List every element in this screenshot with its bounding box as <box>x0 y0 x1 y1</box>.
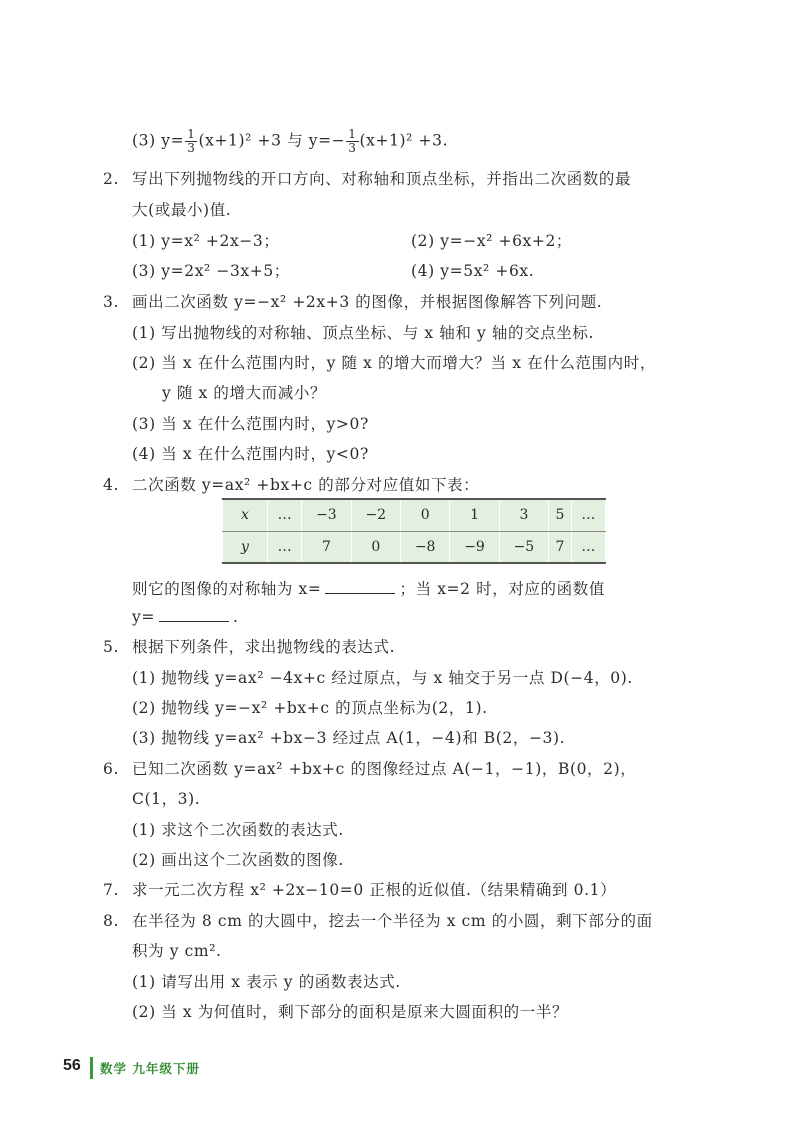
table-cell: 3 <box>499 499 548 531</box>
question-number: 4. <box>103 476 119 494</box>
table-cell: … <box>571 531 605 563</box>
q6-item-1: (1) 求这个二次函数的表达式. <box>132 821 344 839</box>
question-text: 写出下列抛物线的开口方向、对称轴和顶点坐标，并指出二次函数的最 <box>132 170 632 188</box>
q3-item-3: (3) 当 x 在什么范围内时，y>0? <box>132 415 369 433</box>
question-text: 二次函数 y=ax² +bx+c 的部分对应值如下表： <box>132 476 480 494</box>
fraction-denominator: 3 <box>348 141 357 155</box>
question-text: 根据下列条件，求出抛物线的表达式. <box>132 638 396 656</box>
q3-item-2: (2) 当 x 在什么范围内时，y 随 x 的增大而增大？当 x 在什么范围内时， <box>132 354 656 372</box>
question-text: 画出二次函数 y=−x² +2x+3 的图像，并根据图像解答下列问题. <box>132 293 603 311</box>
q4-fill-line-1 <box>132 578 605 600</box>
table-row-x <box>223 499 606 531</box>
table-cell: 0 <box>351 531 400 563</box>
table-cell: … <box>571 499 605 531</box>
table-cell: 7 <box>549 531 572 563</box>
question-number: 5. <box>103 638 119 656</box>
q8-item-2: (2) 当 x 为何值时，剩下部分的面积是原来大圆面积的一半？ <box>132 1003 569 1021</box>
q5-item-3: (3) 抛物线 y=ax² +bx−3 经过点 A(1，−4)和 B(2，−3). <box>132 729 566 747</box>
q2-item-2: (2) y=−x² +6x+2； <box>411 232 573 250</box>
fraction-one-third-2 <box>346 128 358 155</box>
question-text-cont: 大(或最小)值. <box>132 201 232 219</box>
table-cell: −9 <box>450 531 499 563</box>
q4-text: y= <box>132 608 155 626</box>
question-number: 8. <box>103 912 119 930</box>
table-cell: … <box>268 531 302 563</box>
fraction-one-third <box>185 128 197 155</box>
question-text-cont: 积为 y cm². <box>132 942 222 960</box>
q3-item-2-cont: y 随 x 的增大而减小？ <box>162 384 327 402</box>
table-cell: −5 <box>499 531 548 563</box>
q3-item-4: (4) 当 x 在什么范围内时，y<0? <box>132 445 369 463</box>
footer-divider <box>90 1057 93 1079</box>
q4-text: 则它的图像的对称轴为 x= <box>132 580 322 598</box>
question-text: 已知二次函数 y=ax² +bx+c 的图像经过点 A(−1，−1)，B(0，2)， <box>132 760 637 778</box>
q4-fill-line-2 <box>132 606 238 628</box>
table-cell: −3 <box>302 499 351 531</box>
book-title: 数学 九年级下册 <box>100 1061 200 1076</box>
q5-item-2: (2) 抛物线 y=−x² +bx+c 的顶点坐标为(2，1). <box>132 699 488 717</box>
q4-text: ；当 x=2 时，对应的函数值 <box>399 580 605 598</box>
table-cell: … <box>268 499 302 531</box>
q1-3-part-a: (3) y= <box>132 131 185 150</box>
table-cell: 0 <box>400 499 449 531</box>
q5-item-1: (1) 抛物线 y=ax² −4x+c 经过原点，与 x 轴交于另一点 D(−4，0). <box>132 669 633 687</box>
q8-item-1: (1) 请写出用 x 表示 y 的函数表达式. <box>132 973 401 991</box>
value-table <box>222 498 606 564</box>
page-number: 56 <box>63 1057 81 1074</box>
q2-item-3: (3) y=2x² −3x+5； <box>132 262 290 280</box>
table-cell: 1 <box>450 499 499 531</box>
question-text: 在半径为 8 cm 的大圆中，挖去一个半径为 x cm 的小圆，剩下部分的面 <box>132 912 653 930</box>
question-text-cont: C(1，3). <box>132 790 201 808</box>
q1-3-part-c: (x+1)² +3. <box>359 131 449 150</box>
q3-item-1: (1) 写出抛物线的对称轴、顶点坐标、与 x 轴和 y 轴的交点坐标. <box>132 324 595 342</box>
question-number: 2. <box>103 170 119 188</box>
q1-item-3 <box>132 128 448 155</box>
q1-3-part-b: (x+1)² +3 与 y=− <box>198 131 346 150</box>
fraction-numerator: 1 <box>348 127 357 141</box>
table-cell: 5 <box>549 499 572 531</box>
question-number: 6. <box>103 760 119 778</box>
table-cell: −8 <box>400 531 449 563</box>
question-number: 7. <box>103 881 119 899</box>
table-header-x: x <box>223 499 268 531</box>
table-cell: −2 <box>351 499 400 531</box>
table-row-y <box>223 531 606 563</box>
answer-blank-value <box>159 607 229 622</box>
question-text: 求一元二次方程 x² +2x−10=0 正根的近似值.（结果精确到 0.1） <box>132 881 617 899</box>
table-cell: 7 <box>302 531 351 563</box>
q4-text: . <box>232 608 239 626</box>
q2-item-1: (1) y=x² +2x−3； <box>132 232 280 250</box>
fraction-denominator: 3 <box>187 141 196 155</box>
q2-item-4: (4) y=5x² +6x. <box>411 262 535 280</box>
fraction-numerator: 1 <box>187 127 196 141</box>
answer-blank-axis <box>325 579 395 594</box>
question-number: 3. <box>103 293 119 311</box>
table-header-y: y <box>223 531 268 563</box>
q6-item-2: (2) 画出这个二次函数的图像. <box>132 851 344 869</box>
